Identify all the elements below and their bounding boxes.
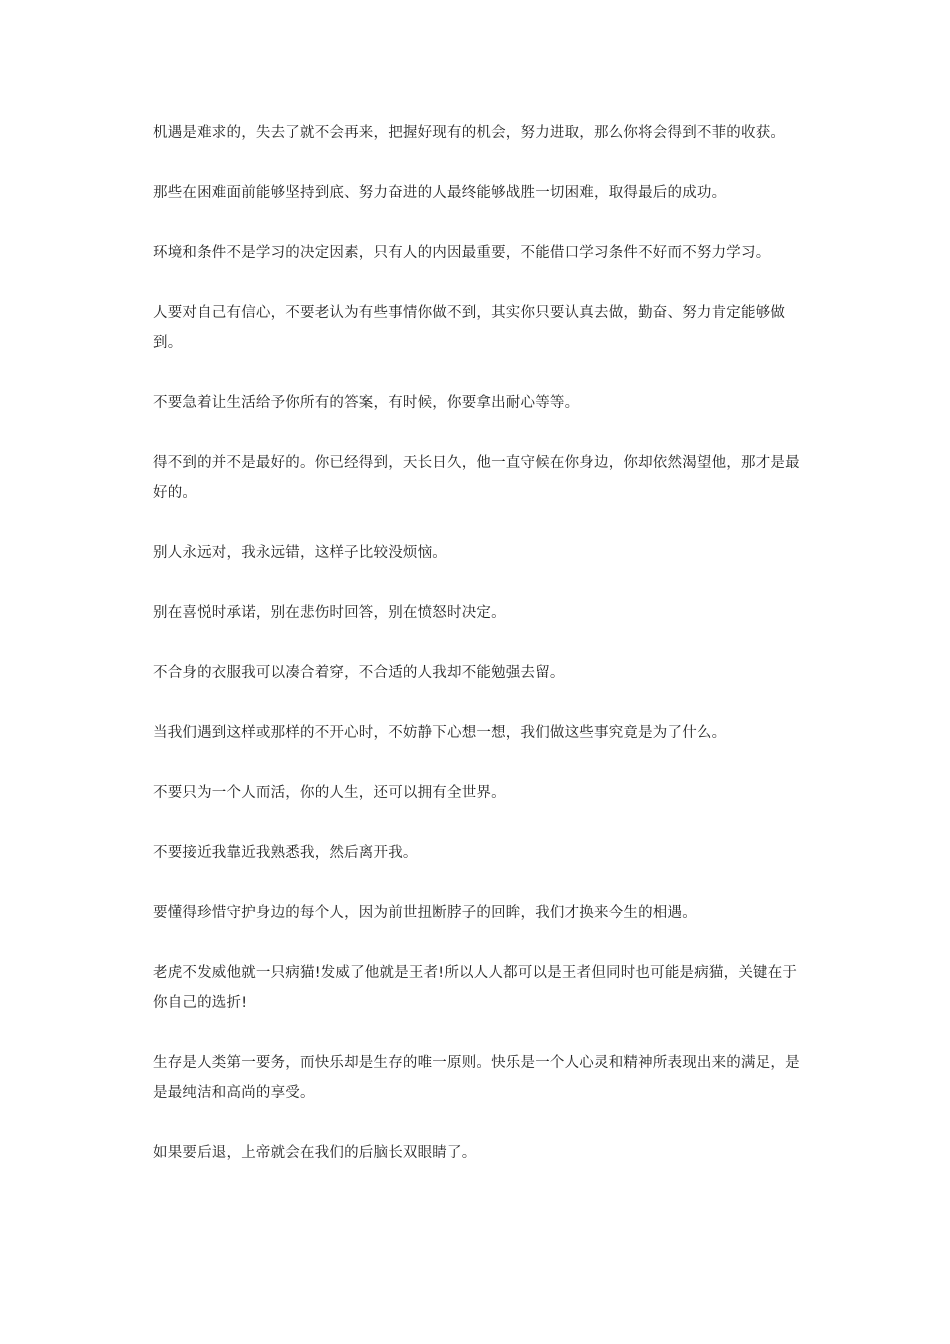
paragraph: 不要只为一个人而活，你的人生，还可以拥有全世界。: [153, 785, 506, 801]
paragraph: 那些在困难面前能够坚持到底、努力奋进的人最终能够战胜一切困难，取得最后的成功。: [153, 185, 727, 201]
paragraph: 生存是人类第一要务，而快乐却是生存的唯一原则。快乐是一个人心灵和精神所表现出来的满足，是是最纯洁和高尚的享受。: [153, 1055, 800, 1101]
paragraph: 环境和条件不是学习的决定因素，只有人的内因最重要，不能借口学习条件不好而不努力学习。: [153, 245, 771, 261]
paragraph: 不要急着让生活给予你所有的答案，有时候，你要拿出耐心等等。: [153, 395, 580, 411]
paragraph: 当我们遇到这样或那样的不开心时，不妨静下心想一想，我们做这些事究竟是为了什么。: [153, 725, 727, 741]
paragraph: 得不到的并不是最好的。你已经得到，天长日久，他一直守候在你身边，你却依然渴望他，那才是最好的。: [153, 455, 800, 501]
paragraph: 要懂得珍惜守护身边的每个人，因为前世扭断脖子的回眸，我们才换来今生的相遇。: [153, 905, 697, 921]
paragraph: 机遇是难求的，失去了就不会再来，把握好现有的机会，努力进取，那么你将会得到不菲的收获。: [153, 125, 786, 141]
paragraph: 不要接近我靠近我熟悉我，然后离开我。: [153, 845, 418, 861]
document-body: [153, 118, 801, 1198]
paragraph: 不合身的衣服我可以凑合着穿，不合适的人我却不能勉强去留。: [153, 665, 565, 681]
paragraph: 别人永远对，我永远错，这样子比较没烦恼。: [153, 545, 447, 561]
paragraph: 老虎不发威他就一只病猫!发威了他就是王者!所以人人都可以是王者但同时也可能是病猫，关键在于你自己的选折!: [153, 965, 798, 1011]
paragraph: 人要对自己有信心，不要老认为有些事情你做不到，其实你只要认真去做，勤奋、努力肯定能够做到。: [153, 305, 786, 351]
paragraph: 如果要后退，上帝就会在我们的后脑长双眼睛了。: [153, 1145, 477, 1161]
paragraph: 别在喜悦时承诺，别在悲伤时回答，别在愤怒时决定。: [153, 605, 506, 621]
